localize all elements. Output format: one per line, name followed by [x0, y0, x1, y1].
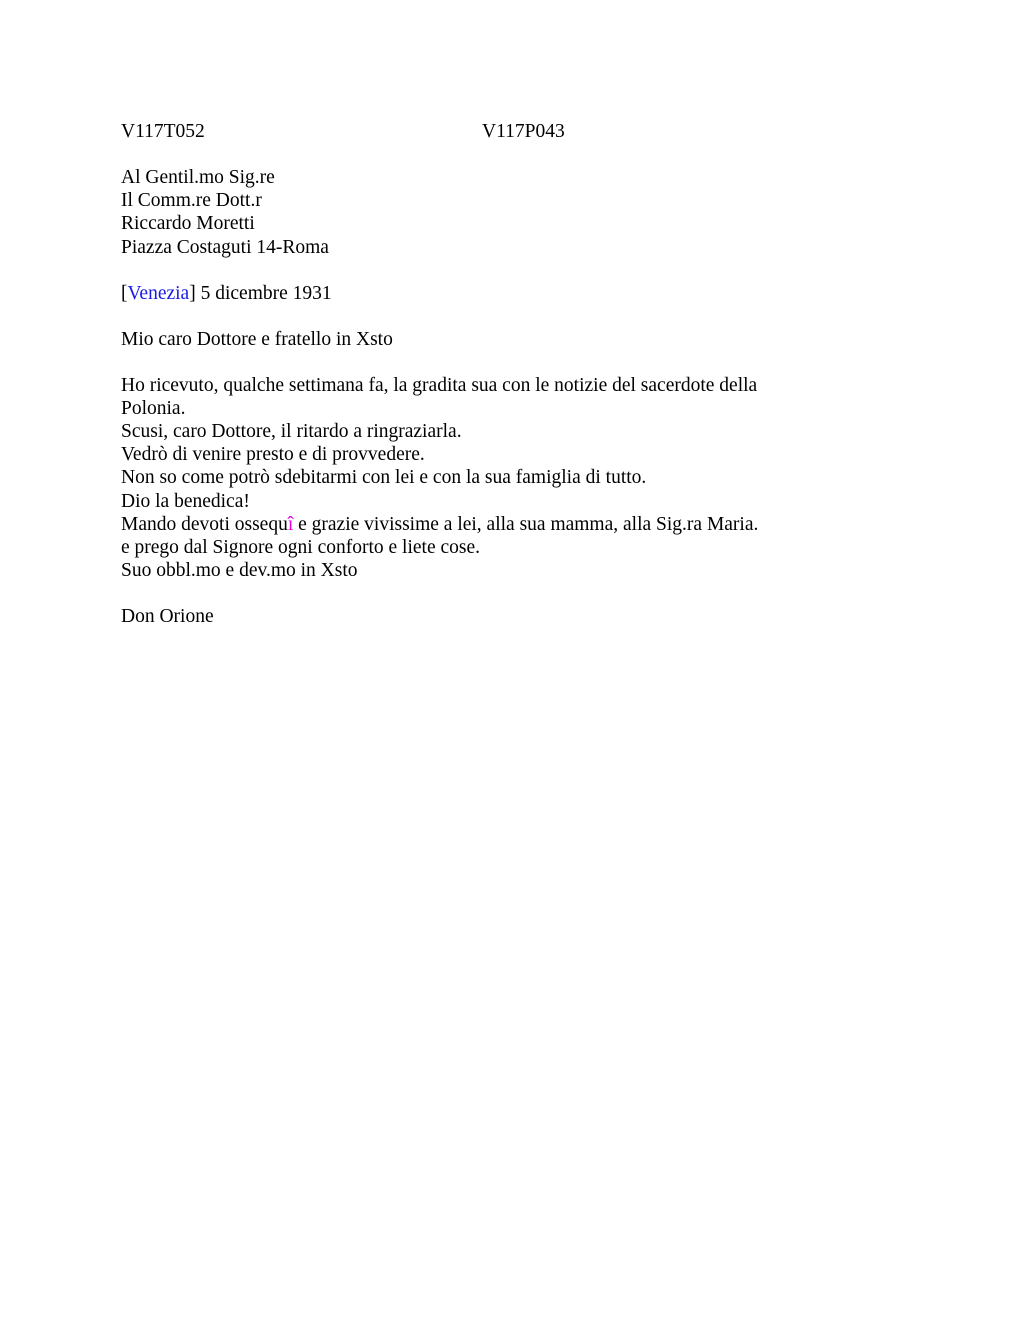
dateline: [121, 282, 332, 305]
body-line: Scusi, caro Dottore, il ritardo a ringraziarla.: [121, 421, 462, 442]
body-line: Dio la benedica!: [121, 491, 250, 512]
body-line: Ho ricevuto, qualche settimana fa, la gradita sua con le notizie del sacerdote della: [121, 375, 758, 396]
bracket-open: [: [121, 283, 128, 304]
address-line: Al Gentil.mo Sig.re: [121, 167, 275, 188]
address-line: Riccardo Moretti: [121, 213, 255, 234]
body-line: e prego dal Signore ogni conforto e liete cose.: [121, 537, 481, 558]
body-line: Polonia.: [121, 398, 186, 419]
body-text: Mando devoti ossequ: [121, 514, 288, 535]
address-line: Il Comm.re Dott.r: [121, 190, 262, 211]
body-line: Vedrò di venire presto e di provvedere.: [121, 444, 425, 465]
document-code-right: V117P043: [482, 121, 565, 142]
document-code-left: V117T052: [121, 121, 205, 142]
accented-character: î: [287, 514, 294, 535]
address-line: Piazza Costaguti 14-Roma: [121, 237, 329, 258]
body-line: Non so come potrò sdebitarmi con lei e con la sua famiglia di tutto.: [121, 467, 647, 488]
signature: Don Orione: [121, 606, 214, 627]
bracket-close: ]: [189, 283, 196, 304]
salutation: Mio caro Dottore e fratello in Xsto: [121, 329, 393, 350]
date-text: 5 dicembre 1931: [195, 283, 332, 304]
body-line: [121, 513, 758, 536]
body-text: e grazie vivissime a lei, alla sua mamma, alla Sig.ra Maria.: [293, 514, 759, 535]
place-name: Venezia: [127, 283, 190, 304]
closing-line: Suo obbl.mo e dev.mo in Xsto: [121, 560, 358, 581]
